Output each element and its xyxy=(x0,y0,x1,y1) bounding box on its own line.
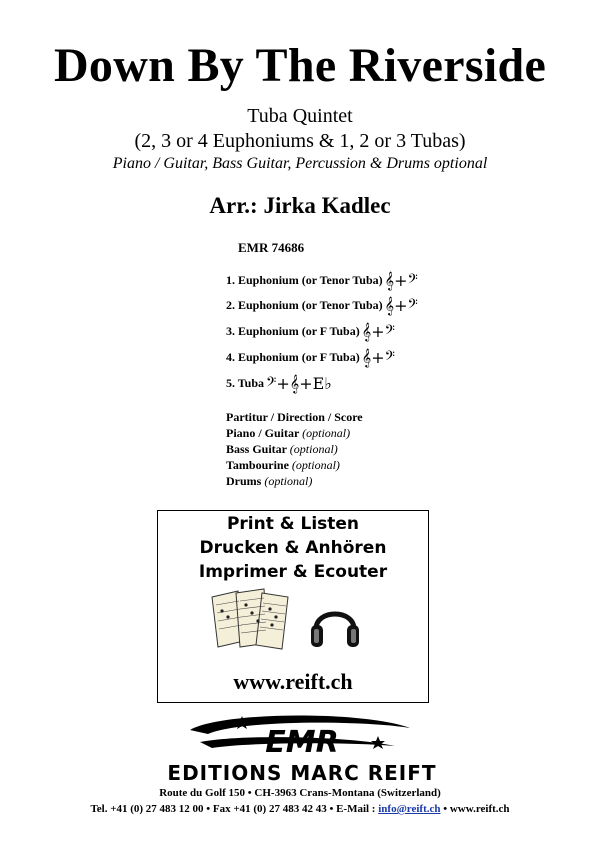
print-listen-box xyxy=(157,510,429,703)
extra-part-label: Bass Guitar xyxy=(226,442,287,456)
contact-website: • www.reift.ch xyxy=(440,803,510,815)
optional-instruments-note: Piano / Guitar, Bass Guitar, Percussion & Drums optional xyxy=(112,155,488,172)
extra-part-item xyxy=(226,458,340,473)
extra-part-note: (optional) xyxy=(264,474,313,488)
part-item xyxy=(226,270,418,290)
extra-part-note: (optional) xyxy=(291,458,340,472)
part-label: 3. Euphonium (or F Tuba) xyxy=(226,324,360,338)
part-label: 1. Euphonium (or Tenor Tuba) xyxy=(226,273,383,287)
promo-url[interactable]: www.reift.ch xyxy=(233,669,353,694)
extra-part-label: Tambourine xyxy=(226,458,289,472)
page-title: Down By The Riverside xyxy=(53,39,547,92)
extra-part-item xyxy=(226,410,363,425)
email-link[interactable]: info@reift.ch xyxy=(378,803,441,815)
promo-line-french: Imprimer & Ecouter xyxy=(198,562,388,582)
extra-part-item xyxy=(226,426,350,441)
instrumentation-text: (2, 3 or 4 Euphoniums & 1, 2 or 3 Tubas) xyxy=(134,130,466,152)
clef-icons: 𝄢+𝄞+E♭ xyxy=(266,373,332,393)
emr-logo xyxy=(160,712,445,784)
part-item xyxy=(226,295,418,315)
extra-part-label: Partitur / Direction / Score xyxy=(226,410,363,424)
part-item xyxy=(226,373,332,393)
part-item xyxy=(226,321,395,341)
promo-line-german: Drucken & Anhören xyxy=(199,538,387,558)
sheet-music-icon xyxy=(208,587,294,651)
part-label: 4. Euphonium (or F Tuba) xyxy=(226,350,360,364)
clef-icons: 𝄞+𝄢 xyxy=(361,347,395,367)
arranger-credit: Arr.: Jirka Kadlec xyxy=(209,193,391,218)
contact-phone-fax: Tel. +41 (0) 27 483 12 00 • Fax +41 (0) 27 483 42 43 • E-Mail : xyxy=(90,803,379,815)
clef-icons: 𝄞+𝄢 xyxy=(361,321,395,341)
catalog-number: EMR 74686 xyxy=(238,240,305,255)
part-label: 5. Tuba xyxy=(226,376,265,390)
ensemble-subtitle: Tuba Quintet xyxy=(247,105,353,127)
clef-icons: 𝄞+𝄢 xyxy=(384,270,418,290)
extra-part-label: Piano / Guitar xyxy=(226,426,300,440)
extra-part-note: (optional) xyxy=(289,442,338,456)
extra-part-item xyxy=(226,442,338,457)
clef-icons: 𝄞+𝄢 xyxy=(384,295,418,315)
publisher-contact xyxy=(0,803,600,815)
part-label: 2. Euphonium (or Tenor Tuba) xyxy=(226,298,383,312)
publisher-name: EDITIONS MARC REIFT xyxy=(167,761,437,784)
logo-monogram: EMR xyxy=(265,725,339,760)
headphones-icon xyxy=(308,597,362,653)
publisher-logo xyxy=(160,712,445,784)
part-item xyxy=(226,347,395,367)
extra-part-item xyxy=(226,474,312,489)
extra-part-note: (optional) xyxy=(302,426,351,440)
publisher-address: Route du Golf 150 • CH-3963 Crans-Montana (Switzerland) xyxy=(159,787,441,799)
extra-part-label: Drums xyxy=(226,474,262,488)
promo-line-english: Print & Listen xyxy=(226,514,360,534)
